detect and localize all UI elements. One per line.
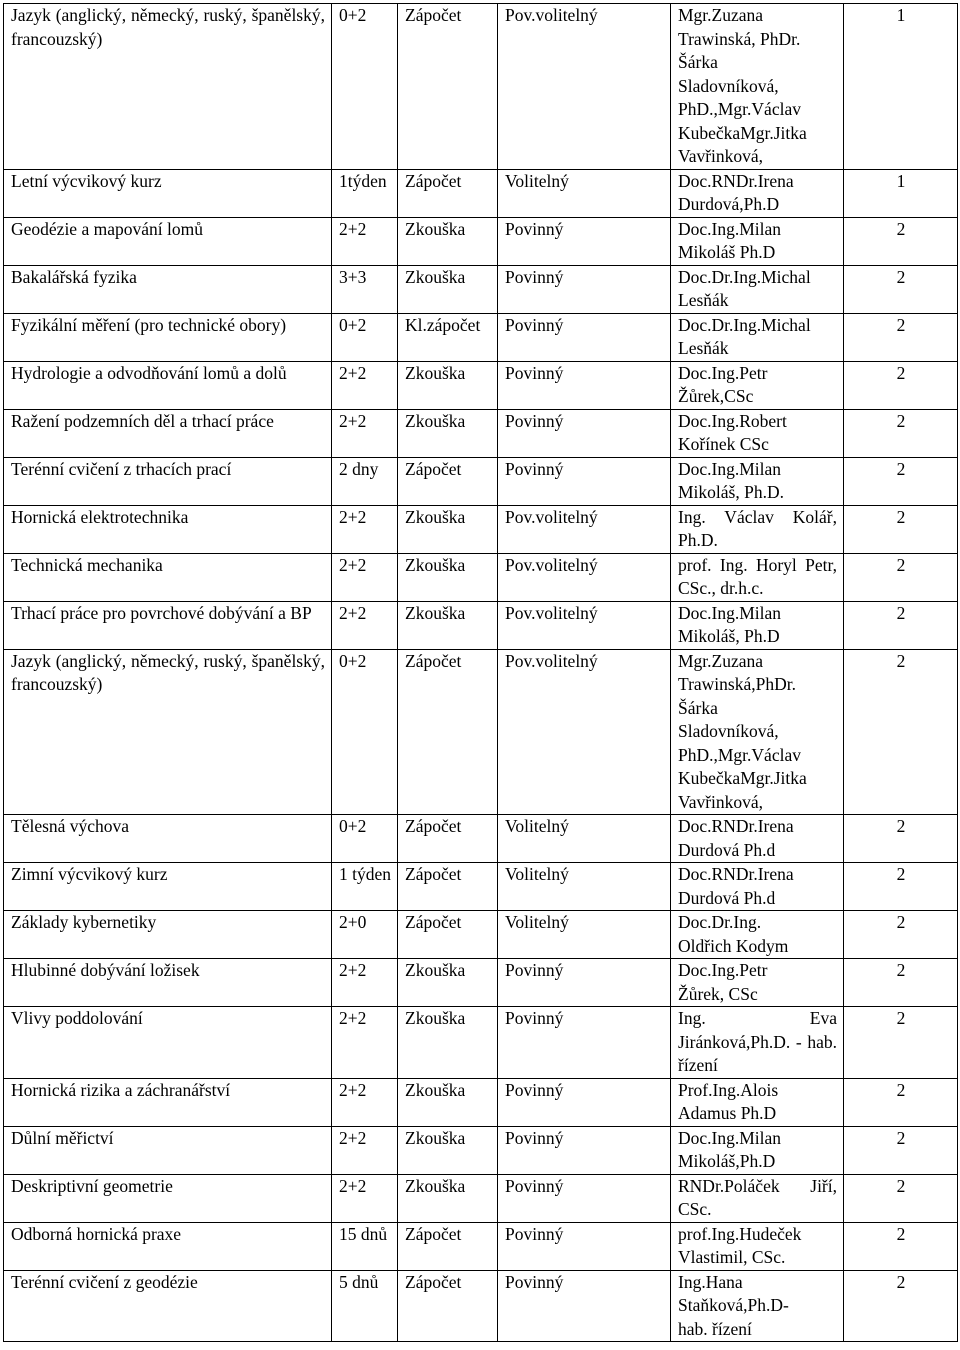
assessment-cell: Zápočet — [398, 1222, 498, 1270]
course-type-cell: Volitelný — [498, 863, 671, 911]
course-name-cell: Jazyk (anglický, německý, ruský, španělský, francouzský) — [4, 4, 332, 170]
teacher-cell: Ing. Eva Jiránková,Ph.D. - hab. řízení — [671, 1007, 844, 1079]
table-row — [4, 265, 958, 313]
teacher-cell: Doc.Ing.Milan Mikoláš,Ph.D — [671, 1126, 844, 1174]
table-row — [4, 1078, 958, 1126]
credits-cell: 1 — [844, 169, 958, 217]
credits-cell: 2 — [844, 457, 958, 505]
teacher-cell: Mgr.Zuzana Trawinská,PhDr. Šárka Sladovníková, PhD.,Mgr.Václav KubečkaMgr.Jitka Vavřinková, — [671, 649, 844, 815]
course-name-cell: Ražení podzemních děl a trhací práce — [4, 409, 332, 457]
teacher-cell: Doc.Dr.Ing.Michal Lesňák — [671, 313, 844, 361]
hours-cell: 2+2 — [332, 959, 398, 1007]
course-name-cell: Tělesná výchova — [4, 815, 332, 863]
hours-cell: 0+2 — [332, 649, 398, 815]
hours-cell: 2+0 — [332, 911, 398, 959]
course-name-cell: Fyzikální měření (pro technické obory) — [4, 313, 332, 361]
teacher-cell: RNDr.Poláček Jiří, CSc. — [671, 1174, 844, 1222]
course-name-cell: Vlivy poddolování — [4, 1007, 332, 1079]
course-type-cell: Povinný — [498, 361, 671, 409]
course-type-cell: Volitelný — [498, 169, 671, 217]
credits-cell: 2 — [844, 1222, 958, 1270]
teacher-cell: prof. Ing. Horyl Petr, CSc., dr.h.c. — [671, 553, 844, 601]
course-type-cell: Pov.volitelný — [498, 505, 671, 553]
course-name-cell: Geodézie a mapování lomů — [4, 217, 332, 265]
table-row — [4, 1174, 958, 1222]
credits-cell: 2 — [844, 649, 958, 815]
course-name-cell: Hydrologie a odvodňování lomů a dolů — [4, 361, 332, 409]
teacher-cell: Ing. Václav Kolář, Ph.D. — [671, 505, 844, 553]
assessment-cell: Zkouška — [398, 1007, 498, 1079]
credits-cell: 2 — [844, 361, 958, 409]
credits-cell: 2 — [844, 863, 958, 911]
course-type-cell: Pov.volitelný — [498, 601, 671, 649]
hours-cell: 0+2 — [332, 4, 398, 170]
assessment-cell: Zápočet — [398, 169, 498, 217]
credits-cell: 2 — [844, 1007, 958, 1079]
teacher-cell: Doc.Dr.Ing. Oldřich Kodym — [671, 911, 844, 959]
assessment-cell: Zápočet — [398, 911, 498, 959]
assessment-cell: Zkouška — [398, 601, 498, 649]
assessment-cell: Zápočet — [398, 863, 498, 911]
teacher-cell: Doc.Ing.Petr Žůrek,CSc — [671, 361, 844, 409]
hours-cell: 2+2 — [332, 409, 398, 457]
hours-cell: 5 dnů — [332, 1270, 398, 1342]
assessment-cell: Zkouška — [398, 1174, 498, 1222]
teacher-cell: Ing.Hana Staňková,Ph.D- hab. řízení — [671, 1270, 844, 1342]
course-table-body — [4, 4, 958, 1342]
course-table — [3, 3, 958, 1342]
credits-cell: 2 — [844, 505, 958, 553]
table-row — [4, 553, 958, 601]
course-name-cell: Deskriptivní geometrie — [4, 1174, 332, 1222]
table-row — [4, 649, 958, 815]
hours-cell: 15 dnů — [332, 1222, 398, 1270]
hours-cell: 2+2 — [332, 505, 398, 553]
teacher-cell: Doc.RNDr.Irena Durdová,Ph.D — [671, 169, 844, 217]
table-row — [4, 1126, 958, 1174]
assessment-cell: Zápočet — [398, 815, 498, 863]
course-type-cell: Povinný — [498, 1007, 671, 1079]
course-type-cell: Volitelný — [498, 911, 671, 959]
table-row — [4, 1007, 958, 1079]
course-name-cell: Terénní cvičení z geodézie — [4, 1270, 332, 1342]
assessment-cell: Zkouška — [398, 409, 498, 457]
teacher-cell: Doc.Ing.Milan Mikoláš, Ph.D. — [671, 457, 844, 505]
teacher-cell: Doc.RNDr.Irena Durdová Ph.d — [671, 815, 844, 863]
assessment-cell: Zápočet — [398, 649, 498, 815]
table-row — [4, 1222, 958, 1270]
assessment-cell: Zkouška — [398, 361, 498, 409]
course-name-cell: Odborná hornická praxe — [4, 1222, 332, 1270]
table-row — [4, 505, 958, 553]
course-type-cell: Povinný — [498, 1270, 671, 1342]
teacher-cell: Doc.RNDr.Irena Durdová Ph.d — [671, 863, 844, 911]
course-type-cell: Povinný — [498, 265, 671, 313]
course-type-cell: Pov.volitelný — [498, 4, 671, 170]
course-type-cell: Povinný — [498, 1078, 671, 1126]
hours-cell: 3+3 — [332, 265, 398, 313]
credits-cell: 2 — [844, 911, 958, 959]
hours-cell: 1týden — [332, 169, 398, 217]
course-type-cell: Povinný — [498, 313, 671, 361]
course-type-cell: Volitelný — [498, 815, 671, 863]
assessment-cell: Zápočet — [398, 457, 498, 505]
course-type-cell: Povinný — [498, 1174, 671, 1222]
table-row — [4, 863, 958, 911]
teacher-cell: Prof.Ing.Alois Adamus Ph.D — [671, 1078, 844, 1126]
credits-cell: 2 — [844, 1078, 958, 1126]
assessment-cell: Zkouška — [398, 553, 498, 601]
course-name-cell: Jazyk (anglický, německý, ruský, španělský, francouzský) — [4, 649, 332, 815]
course-type-cell: Povinný — [498, 1126, 671, 1174]
table-row — [4, 1270, 958, 1342]
credits-cell: 2 — [844, 217, 958, 265]
credits-cell: 2 — [844, 601, 958, 649]
hours-cell: 2+2 — [332, 1007, 398, 1079]
assessment-cell: Zkouška — [398, 1078, 498, 1126]
course-name-cell: Hornická elektrotechnika — [4, 505, 332, 553]
teacher-cell: Doc.Dr.Ing.Michal Lesňák — [671, 265, 844, 313]
assessment-cell: Zápočet — [398, 4, 498, 170]
credits-cell: 1 — [844, 4, 958, 170]
hours-cell: 2+2 — [332, 217, 398, 265]
hours-cell: 2+2 — [332, 1126, 398, 1174]
table-row — [4, 457, 958, 505]
hours-cell: 2+2 — [332, 553, 398, 601]
credits-cell: 2 — [844, 815, 958, 863]
credits-cell: 2 — [844, 1270, 958, 1342]
course-type-cell: Povinný — [498, 1222, 671, 1270]
table-row — [4, 4, 958, 170]
credits-cell: 2 — [844, 1126, 958, 1174]
course-name-cell: Terénní cvičení z trhacích prací — [4, 457, 332, 505]
assessment-cell: Zkouška — [398, 505, 498, 553]
course-name-cell: Důlní měřictví — [4, 1126, 332, 1174]
hours-cell: 0+2 — [332, 313, 398, 361]
credits-cell: 2 — [844, 553, 958, 601]
teacher-cell: Mgr.Zuzana Trawinská, PhDr. Šárka Sladovníková, PhD.,Mgr.Václav KubečkaMgr.Jitka Vavřinková, — [671, 4, 844, 170]
course-type-cell: Povinný — [498, 959, 671, 1007]
course-name-cell: Hlubinné dobývání ložisek — [4, 959, 332, 1007]
assessment-cell: Zkouška — [398, 265, 498, 313]
credits-cell: 2 — [844, 1174, 958, 1222]
course-type-cell: Povinný — [498, 409, 671, 457]
course-type-cell: Povinný — [498, 217, 671, 265]
teacher-cell: Doc.Ing.Petr Žůrek, CSc — [671, 959, 844, 1007]
assessment-cell: Kl.zápočet — [398, 313, 498, 361]
course-name-cell: Hornická rizika a záchranářství — [4, 1078, 332, 1126]
table-row — [4, 815, 958, 863]
assessment-cell: Zkouška — [398, 1126, 498, 1174]
assessment-cell: Zkouška — [398, 959, 498, 1007]
course-name-cell: Bakalářská fyzika — [4, 265, 332, 313]
table-row — [4, 217, 958, 265]
credits-cell: 2 — [844, 409, 958, 457]
credits-cell: 2 — [844, 265, 958, 313]
course-type-cell: Pov.volitelný — [498, 649, 671, 815]
credits-cell: 2 — [844, 959, 958, 1007]
hours-cell: 0+2 — [332, 815, 398, 863]
hours-cell: 2 dny — [332, 457, 398, 505]
course-name-cell: Technická mechanika — [4, 553, 332, 601]
table-row — [4, 911, 958, 959]
table-row — [4, 409, 958, 457]
course-name-cell: Základy kybernetiky — [4, 911, 332, 959]
teacher-cell: Doc.Ing.Milan Mikoláš, Ph.D — [671, 601, 844, 649]
table-row — [4, 169, 958, 217]
course-name-cell: Letní výcvikový kurz — [4, 169, 332, 217]
course-type-cell: Povinný — [498, 457, 671, 505]
teacher-cell: Doc.Ing.Robert Kořínek CSc — [671, 409, 844, 457]
teacher-cell: prof.Ing.Hudeček Vlastimil, CSc. — [671, 1222, 844, 1270]
table-row — [4, 959, 958, 1007]
table-row — [4, 361, 958, 409]
hours-cell: 2+2 — [332, 601, 398, 649]
credits-cell: 2 — [844, 313, 958, 361]
hours-cell: 2+2 — [332, 361, 398, 409]
course-name-cell: Trhací práce pro povrchové dobývání a BP — [4, 601, 332, 649]
assessment-cell: Zkouška — [398, 217, 498, 265]
assessment-cell: Zápočet — [398, 1270, 498, 1342]
table-row — [4, 601, 958, 649]
course-type-cell: Pov.volitelný — [498, 553, 671, 601]
hours-cell: 1 týden — [332, 863, 398, 911]
course-name-cell: Zimní výcvikový kurz — [4, 863, 332, 911]
table-row — [4, 313, 958, 361]
teacher-cell: Doc.Ing.Milan Mikoláš Ph.D — [671, 217, 844, 265]
hours-cell: 2+2 — [332, 1174, 398, 1222]
hours-cell: 2+2 — [332, 1078, 398, 1126]
